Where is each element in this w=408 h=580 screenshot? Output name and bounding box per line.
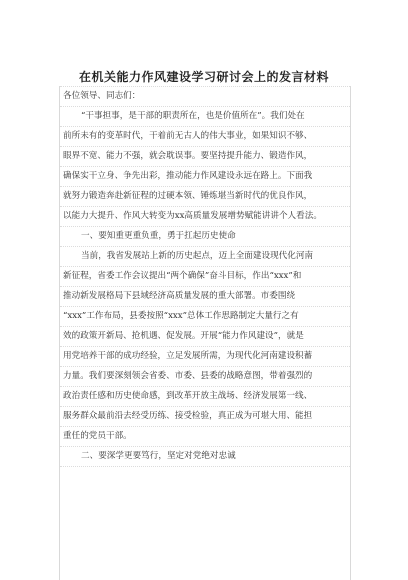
text-line — [60, 246, 350, 267]
line-text: 服务群众最前沿去经受历练、接受检验，真正成为可堪大用、能担 — [63, 411, 313, 421]
text-line — [60, 406, 350, 427]
text-line — [60, 126, 350, 147]
document-body — [59, 86, 351, 580]
text-line — [60, 106, 350, 127]
document-title: 在机关能力作风建设学习研讨会上的发言材料 — [78, 70, 329, 84]
line-text: 二、要深学更要笃行，坚定对党绝对忠诚 — [81, 451, 236, 461]
text-line — [60, 286, 350, 307]
line-text: 以能力大提升、作风大转变为xx高质量发展增势赋能讲讲个人看法。 — [63, 211, 322, 221]
text-line — [60, 86, 350, 107]
text-line — [60, 186, 350, 207]
text-line — [60, 386, 350, 407]
text-line — [60, 166, 350, 187]
text-line — [60, 146, 350, 167]
text-line — [60, 206, 350, 227]
line-text: 就努力锻造奔赴新征程的过硬本领、锤炼堪当新时代的优良作风， — [63, 191, 313, 201]
line-text: 推动新发展格局下县域经济高质量发展的重大部署。市委围绕 — [63, 291, 296, 301]
text-line — [60, 426, 350, 447]
line-text: 力量。我们要深刻领会省委、市委、县委的战略意图，带着强烈的 — [63, 371, 313, 381]
line-text: “xxx”工作布局，县委按照“xxx”总体工作思路制定大量行之有 — [63, 311, 299, 321]
line-text: 政治责任感和历史使命感，到改革开放主战场、经济发展第一线、 — [63, 391, 313, 401]
line-text: 确保实干立身、争先出彩，推动能力作风建设永远在路上。下面我 — [63, 171, 313, 181]
text-line — [60, 346, 350, 367]
line-text: 当前，我省发展站上新的历史起点，迈上全面建设现代化河南 — [81, 251, 314, 261]
text-line — [60, 306, 350, 327]
text-line — [60, 366, 350, 387]
text-line — [60, 266, 350, 287]
line-text: 效的政策开新局、抢机遇、促发展。开展“能力作风建设”，就是 — [63, 331, 304, 341]
line-text: 各位领导、同志们： — [63, 91, 141, 101]
text-line — [60, 326, 350, 347]
section-heading — [60, 446, 350, 467]
section-heading — [60, 226, 350, 247]
line-text: 新征程，省委工作会议提出“两个确保”奋斗目标，作出“xxx”和 — [63, 271, 302, 281]
text-line-empty — [60, 466, 350, 487]
line-text: 一、要知重更重负重，勇于扛起历史使命 — [81, 231, 236, 241]
line-text: “干事担事，是干部的职责所在，也是价值所在”。我们处在 — [81, 111, 305, 121]
line-text: 眼界不宽、能力不强，就会耽误事。要坚持提升能力、锻造作风， — [63, 151, 313, 161]
line-text: 用党培养干部的成功经验，立足发展所需，为现代化河南建设积蓄 — [63, 351, 313, 361]
line-text: 前所未有的变革时代，干着前无古人的伟大事业，如果知识不够、 — [63, 131, 313, 141]
line-text: 重任的党员干部。 — [63, 431, 132, 441]
